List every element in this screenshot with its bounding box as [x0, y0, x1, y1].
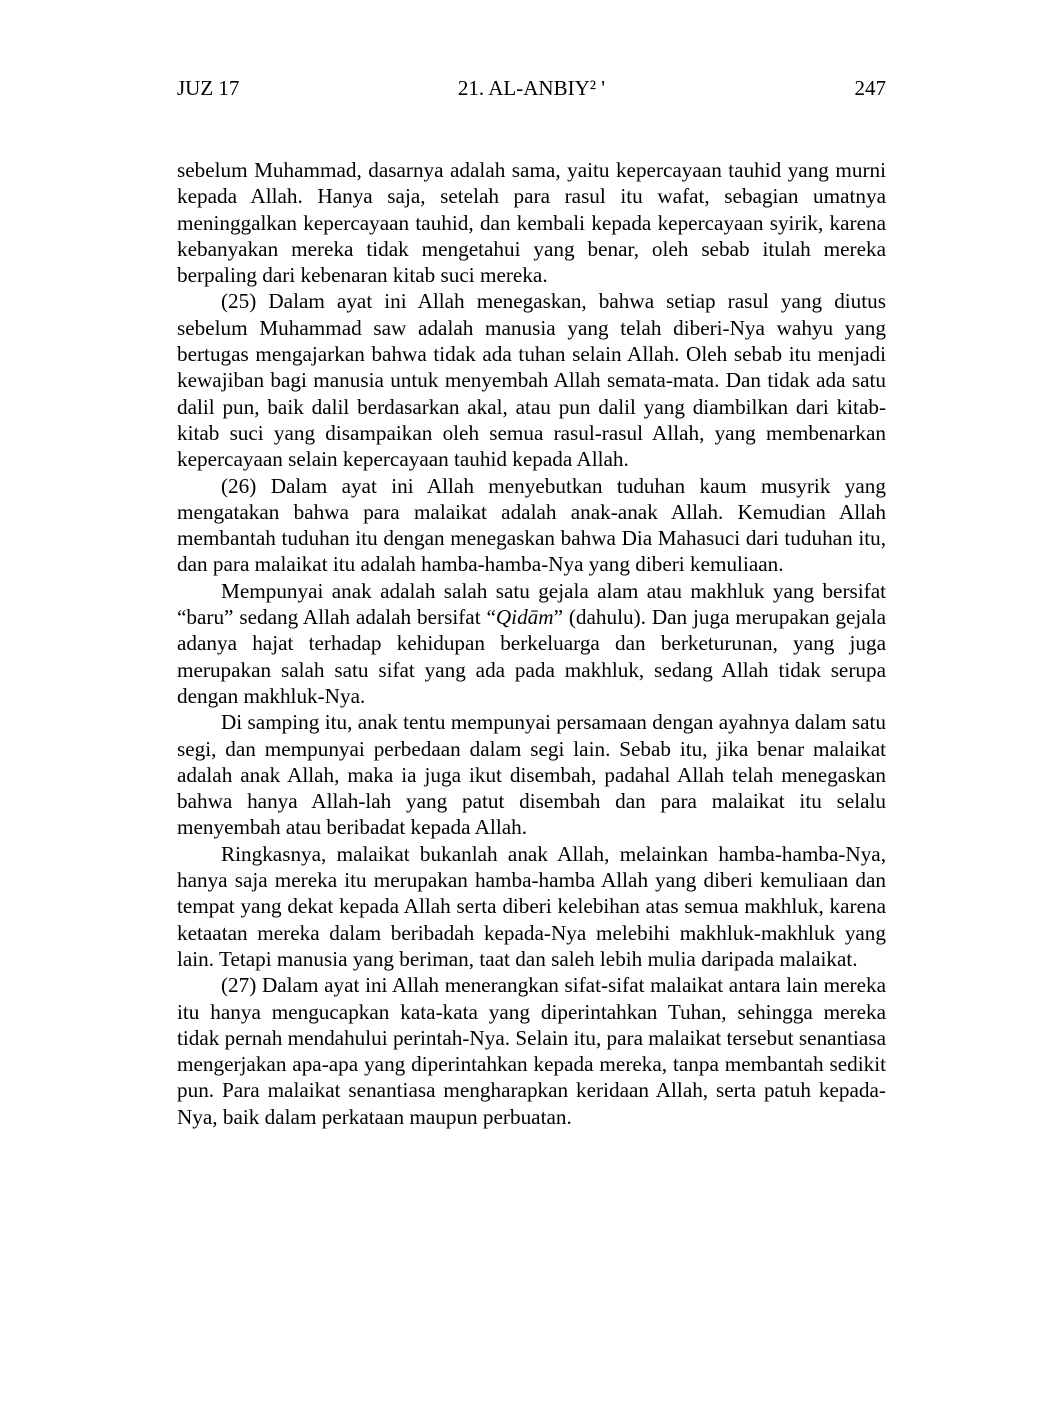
juz-label: JUZ 17 — [177, 76, 240, 100]
paragraph-verse-27: (27) Dalam ayat ini Allah menerangkan sifat-sifat malaikat antara lain mereka itu hanya mengucapkan kata-kata yang diperintahkan Tuhan, sehingga mereka tidak pernah mendahului perintah-Nya. Selain itu, para malaikat tersebut senantiasa mengerjakan apa-apa yang diperintahkan kepada mereka, tanpa membantah sedikit pun. Para malaikat senantiasa mengharapkan keridaan Allah, serta patuh kepada-Nya, baik dalam perkataan maupun perbuatan. — [177, 973, 886, 1129]
page-number: 247 — [854, 76, 886, 100]
paragraph-text: ” (dahulu). Dan juga merupakan gejala adanya hajat terhadap kehidupan berkeluarga dan berketurunan, yang juga merupakan salah satu sifat yang ada pada makhluk, sedang Allah tidak serupa dengan makhluk-Nya. — [177, 605, 886, 708]
paragraph-verse-26: (26) Dalam ayat ini Allah menyebutkan tuduhan kaum musyrik yang mengatakan bahwa para malaikat adalah anak-anak Allah. Kemudian Allah membantah tuduhan itu dengan menegaskan bahwa Dia Mahasuci dari tuduhan itu, dan para malaikat itu adalah hamba-hamba-Nya yang diberi kemuliaan. — [177, 473, 886, 577]
paragraph-ringkasnya: Ringkasnya, malaikat bukanlah anak Allah, melainkan hamba-hamba-Nya, hanya saja mereka itu merupakan hamba-hamba Allah yang diberi kemuliaan dan tempat yang dekat kepada Allah serta diberi kelebihan atas semua makhluk, karena ketaatan mereka dalam beribadah kepada-Nya melebihi makhluk-makhluk yang lain. Tetapi manusia yang beriman, taat dan saleh lebih mulia daripada malaikat. — [177, 841, 886, 971]
surah-title: 21. AL-ANBIY² ' — [457, 76, 606, 100]
body-text — [177, 157, 886, 1130]
paragraph-continuation: sebelum Muhammad, dasarnya adalah sama, yaitu kepercayaan tauhid yang murni kepada Allah. Hanya saja, setelah para rasul itu wafat, sebagian umatnya meninggalkan kepercayaan tauhid, dan kembali kepada kepercayaan syirik, karena kebanyakan mereka tidak mengetahui yang benar, oleh sebab itulah mereka berpaling dari kebenaran kitab suci mereka. — [177, 158, 886, 288]
paragraph-text: Mempunyai anak adalah salah satu gejala alam atau makhluk yang bersifat “baru” sedang Allah adalah bersifat “ — [177, 578, 886, 630]
paragraph-di-samping: Di samping itu, anak tentu mempunyai persamaan dengan ayahnya dalam satu segi, dan mempunyai perbedaan dalam segi lain. Sebab itu, jika benar malaikat adalah anak Allah, maka ia juga ikut disembah, padahal Allah telah menegaskan bahwa hanya Allah-lah yang patut disembah dan para malaikat itu selalu menyembah atau beribadat kepada Allah. — [177, 710, 886, 840]
italic-term: Qidām — [495, 605, 554, 630]
paragraph-qidam — [177, 578, 886, 709]
page-header — [177, 72, 886, 104]
paragraph-verse-25: (25) Dalam ayat ini Allah menegaskan, bahwa setiap rasul yang diutus sebelum Muhammad saw adalah manusia yang telah diberi-Nya wahyu yang bertugas mengajarkan bahwa tidak ada tuhan selain Allah. Oleh sebab itu menjadi kewajiban bagi manusia untuk menyembah Allah semata-mata. Dan tidak ada satu dalil pun, baik dalil berdasarkan akal, atau pun dalil yang diambilkan dari kitab-kitab suci yang disampaikan oleh semua rasul-rasul Allah, yang membenarkan kepercayaan selain kepercayaan tauhid kepada Allah. — [177, 289, 886, 472]
